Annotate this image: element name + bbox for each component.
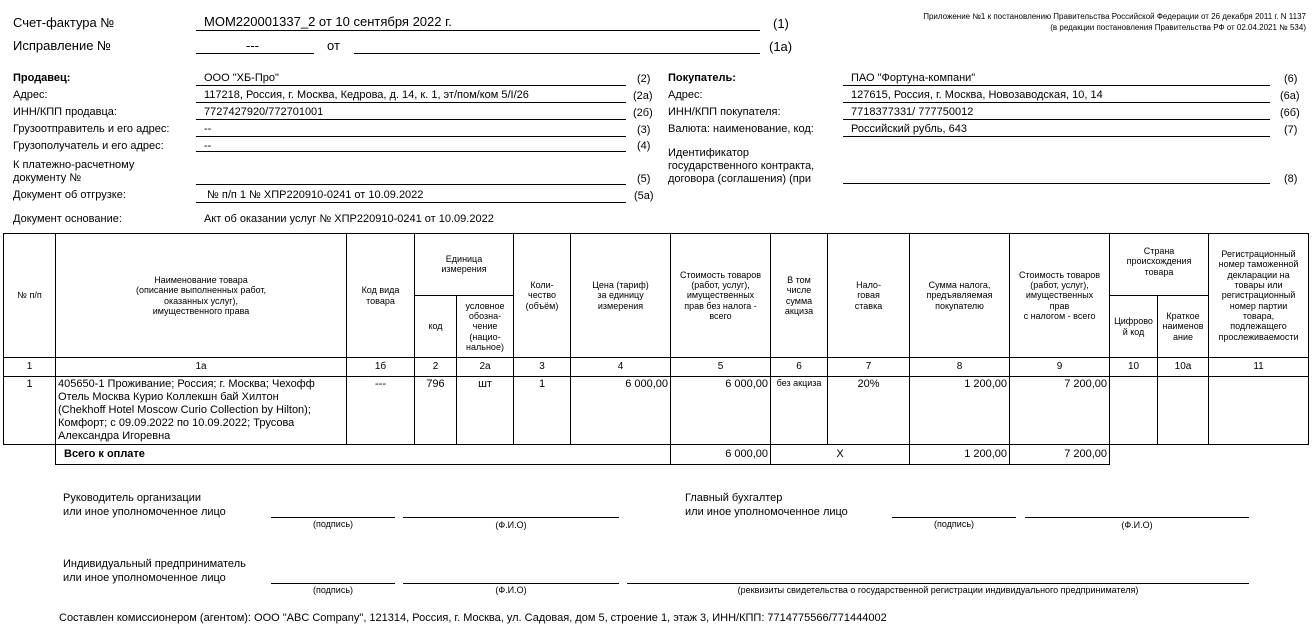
chief-sign-caption: (подпись) — [933, 519, 975, 529]
payment-doc-label-2: документу № — [13, 172, 82, 184]
col-header-unit-symbol: условное обозна- чение (нацио- нальное) — [457, 296, 514, 358]
chief-fio-caption: (Ф.И.О) — [1121, 520, 1153, 530]
total-excise: X — [771, 445, 910, 465]
ip-sign-caption: (подпись) — [312, 585, 354, 595]
cell-country-code — [1110, 377, 1158, 445]
cell-cost: 6 000,00 — [671, 377, 771, 445]
col-header-tax: Сумма налога, предъявляемая покупателю — [910, 234, 1010, 358]
agent-footer: Составлен комиссионером (агентом): ООО "ABC Company", 121314, Россия, г. Москва, ул. Садовая, дом 5, строение 1, этаж 3, ИНН/КПП: 7714775566/771444002 — [59, 612, 887, 624]
correction-label: Исправление № — [13, 38, 111, 53]
col-header-country: Страна происхождения товара — [1110, 234, 1209, 296]
correction-date-underline — [354, 53, 760, 54]
chief-label-2: или иное уполномоченное лицо — [685, 506, 848, 518]
buyer-code: (6) — [1284, 73, 1298, 85]
contract-label-3: договора (соглашения) (при — [668, 173, 811, 185]
shipper-code: (3) — [637, 124, 651, 136]
ip-label-2: или иное уполномоченное лицо — [63, 572, 226, 584]
shipment-doc-label: Документ об отгрузке: — [13, 189, 126, 201]
seller-inn-label: ИНН/КПП продавца: — [13, 106, 117, 118]
ip-reg-caption: (реквизиты свидетельства о государственной регистрации индивидуального предпринимателя) — [737, 585, 1139, 595]
cell-excise: без акциза — [771, 377, 828, 445]
shipment-doc-value: № п/п 1 № ХПР220910-0241 от 10.09.2022 — [207, 189, 424, 201]
contract-code: (8) — [1284, 173, 1298, 185]
cell-qty: 1 — [514, 377, 571, 445]
seller-inn-code: (2б) — [633, 107, 653, 119]
column-number: 1а — [56, 358, 347, 377]
cell-tax: 1 200,00 — [910, 377, 1010, 445]
consignee-code: (4) — [637, 140, 651, 152]
seller-label: Продавец: — [13, 72, 71, 84]
col-header-reg: Регистрационный номер таможенной декларации на товары или регистрационный номер партии товара, подлежащего прослеживаемости — [1209, 234, 1309, 358]
buyer-address-label: Адрес: — [668, 89, 703, 101]
buyer-value: ПАО "Фортуна-компани" — [851, 72, 976, 84]
column-number: 11 — [1209, 358, 1309, 377]
col-header-rate: Нало- говая ставка — [828, 234, 910, 358]
column-number: 5 — [671, 358, 771, 377]
appendix-line-2: (в редакции постановления Правительства РФ от 02.04.2021 № 534) — [1050, 23, 1306, 32]
correction-underline — [196, 53, 314, 54]
total-row — [4, 445, 1309, 465]
seller-address-label: Адрес: — [13, 89, 48, 101]
column-number: 10а — [1158, 358, 1209, 377]
buyer-inn-label: ИНН/КПП покупателя: — [668, 106, 781, 118]
cell-country-name — [1158, 377, 1209, 445]
head-fio-caption: (Ф.И.О) — [495, 520, 527, 530]
total-sum: 7 200,00 — [1010, 445, 1110, 465]
shipper-label: Грузоотправитель и его адрес: — [13, 123, 170, 135]
shipper-underline — [196, 136, 626, 137]
shipment-doc-code: (5а) — [634, 190, 654, 202]
col-header-price: Цена (тариф) за единицу измерения — [571, 234, 671, 358]
seller-underline — [196, 85, 626, 86]
currency-value: Российский рубль, 643 — [851, 123, 967, 135]
payment-doc-label-1: К платежно-расчетному — [13, 159, 135, 171]
buyer-inn-underline — [843, 119, 1270, 120]
total-label: Всего к оплате — [56, 445, 671, 465]
buyer-inn-value: 7718377331/ 777750012 — [851, 106, 974, 118]
cell-unit-symbol: шт — [457, 377, 514, 445]
column-number: 2 — [415, 358, 457, 377]
col-header-excise: В том числе сумма акциза — [771, 234, 828, 358]
col-header-cost: Стоимость товаров (работ, услуг), имущественных прав без налога - всего — [671, 234, 771, 358]
table-row — [4, 377, 1309, 445]
correction-code: (1а) — [769, 39, 793, 54]
col-header-unit-code: код — [415, 296, 457, 358]
buyer-address-value: 127615, Россия, г. Москва, Новозаводская, 10, 14 — [851, 89, 1103, 101]
buyer-address-code: (6а) — [1280, 90, 1300, 102]
head-sign-caption: (подпись) — [312, 519, 354, 529]
column-number: 3 — [514, 358, 571, 377]
invoice-number: МОМ220001337_2 от 10 сентября 2022 г. — [204, 14, 452, 29]
invoice-code: (1) — [773, 16, 789, 31]
col-header-kind: Код вида товара — [347, 234, 415, 358]
currency-code: (7) — [1284, 124, 1298, 136]
chief-sign-line — [892, 517, 1016, 518]
buyer-inn-code: (6б) — [1280, 107, 1300, 119]
column-number: 1 — [4, 358, 56, 377]
ip-fio-line — [403, 583, 619, 584]
column-number: 6 — [771, 358, 828, 377]
column-number: 9 — [1010, 358, 1110, 377]
cell-price: 6 000,00 — [571, 377, 671, 445]
cell-reg — [1209, 377, 1309, 445]
head-label-1: Руководитель организации — [63, 492, 202, 504]
column-number: 10 — [1110, 358, 1158, 377]
seller-inn-value: 7727427920/772701001 — [204, 106, 324, 118]
ip-fio-caption: (Ф.И.О) — [495, 585, 527, 595]
col-header-unit: Единица измерения — [415, 234, 514, 296]
col-header-country-digit: Цифрово й код — [1110, 296, 1158, 358]
column-numbers-row — [4, 358, 1309, 377]
column-number: 2а — [457, 358, 514, 377]
invoice-table — [3, 233, 1309, 465]
col-header-qty: Коли- чество (объём) — [514, 234, 571, 358]
col-header-no: № п/п — [4, 234, 56, 358]
column-number: 1б — [347, 358, 415, 377]
column-number: 7 — [828, 358, 910, 377]
column-number: 8 — [910, 358, 1010, 377]
seller-value: ООО "ХБ-Про" — [204, 72, 279, 84]
invoice-label: Счет-фактура № — [13, 15, 115, 30]
col-header-name: Наименование товара (описание выполненных работ, оказанных услуг), имущественного права — [56, 234, 347, 358]
appendix-line-1: Приложение №1 к постановлению Правительства Российской Федерации от 26 декабря 2011 г. N 1137 — [923, 12, 1306, 21]
basis-doc-value: Акт об оказании услуг № ХПР220910-0241 от 10.09.2022 — [204, 213, 494, 225]
correction-from: от — [327, 38, 340, 53]
seller-inn-underline — [196, 119, 626, 120]
chief-label-1: Главный бухгалтер — [685, 492, 783, 504]
ip-sign-line — [271, 583, 395, 584]
head-sign-line — [271, 517, 395, 518]
total-cost: 6 000,00 — [671, 445, 771, 465]
cell-unit-code: 796 — [415, 377, 457, 445]
column-number: 4 — [571, 358, 671, 377]
basis-doc-label: Документ основание: — [13, 213, 122, 225]
payment-doc-underline — [196, 184, 626, 185]
cell-kind: --- — [347, 377, 415, 445]
consignee-value: -- — [204, 140, 212, 152]
col-header-country-short: Краткое наименов ание — [1158, 296, 1209, 358]
contract-underline — [843, 183, 1270, 184]
seller-address-code: (2а) — [633, 90, 653, 102]
seller-address-value: 117218, Россия, г. Москва, Кедрова, д. 14, к. 1, эт/пом/ком 5/I/26 — [204, 89, 529, 101]
buyer-address-underline — [843, 102, 1270, 103]
cell-no: 1 — [4, 377, 56, 445]
currency-underline — [843, 136, 1270, 137]
ip-reg-line — [627, 583, 1249, 584]
shipper-value: -- — [204, 123, 212, 135]
cell-total: 7 200,00 — [1010, 377, 1110, 445]
head-label-2: или иное уполномоченное лицо — [63, 506, 226, 518]
shipment-doc-underline — [196, 202, 626, 203]
buyer-label: Покупатель: — [668, 72, 736, 84]
chief-fio-line — [1025, 517, 1249, 518]
buyer-underline — [843, 85, 1270, 86]
cell-name: 405650-1 Проживание; Россия; г. Москва; Чехофф Отель Москва Курио Коллекшн бай Хилтон (Chekhoff Hotel Moscow Curio Collection by Hilton); Комфорт; с 09.09.2022 по 10.09.2022; Трусова Александра Игоревна — [56, 377, 347, 445]
contract-label-1: Идентификатор — [668, 147, 749, 159]
col-header-total: Стоимость товаров (работ, услуг), имущественных прав с налогом - всего — [1010, 234, 1110, 358]
seller-code: (2) — [637, 73, 651, 85]
payment-doc-code: (5) — [637, 173, 651, 185]
currency-label: Валюта: наименование, код: — [668, 123, 814, 135]
total-tax: 1 200,00 — [910, 445, 1010, 465]
ip-label-1: Индивидуальный предприниматель — [63, 558, 246, 570]
invoice-underline — [196, 30, 760, 31]
head-fio-line — [403, 517, 619, 518]
consignee-underline — [196, 151, 626, 152]
consignee-label: Грузополучатель и его адрес: — [13, 140, 164, 152]
correction-number: --- — [246, 38, 259, 53]
cell-rate: 20% — [828, 377, 910, 445]
seller-address-underline — [196, 102, 626, 103]
contract-label-2: государственного контракта, — [668, 160, 815, 172]
